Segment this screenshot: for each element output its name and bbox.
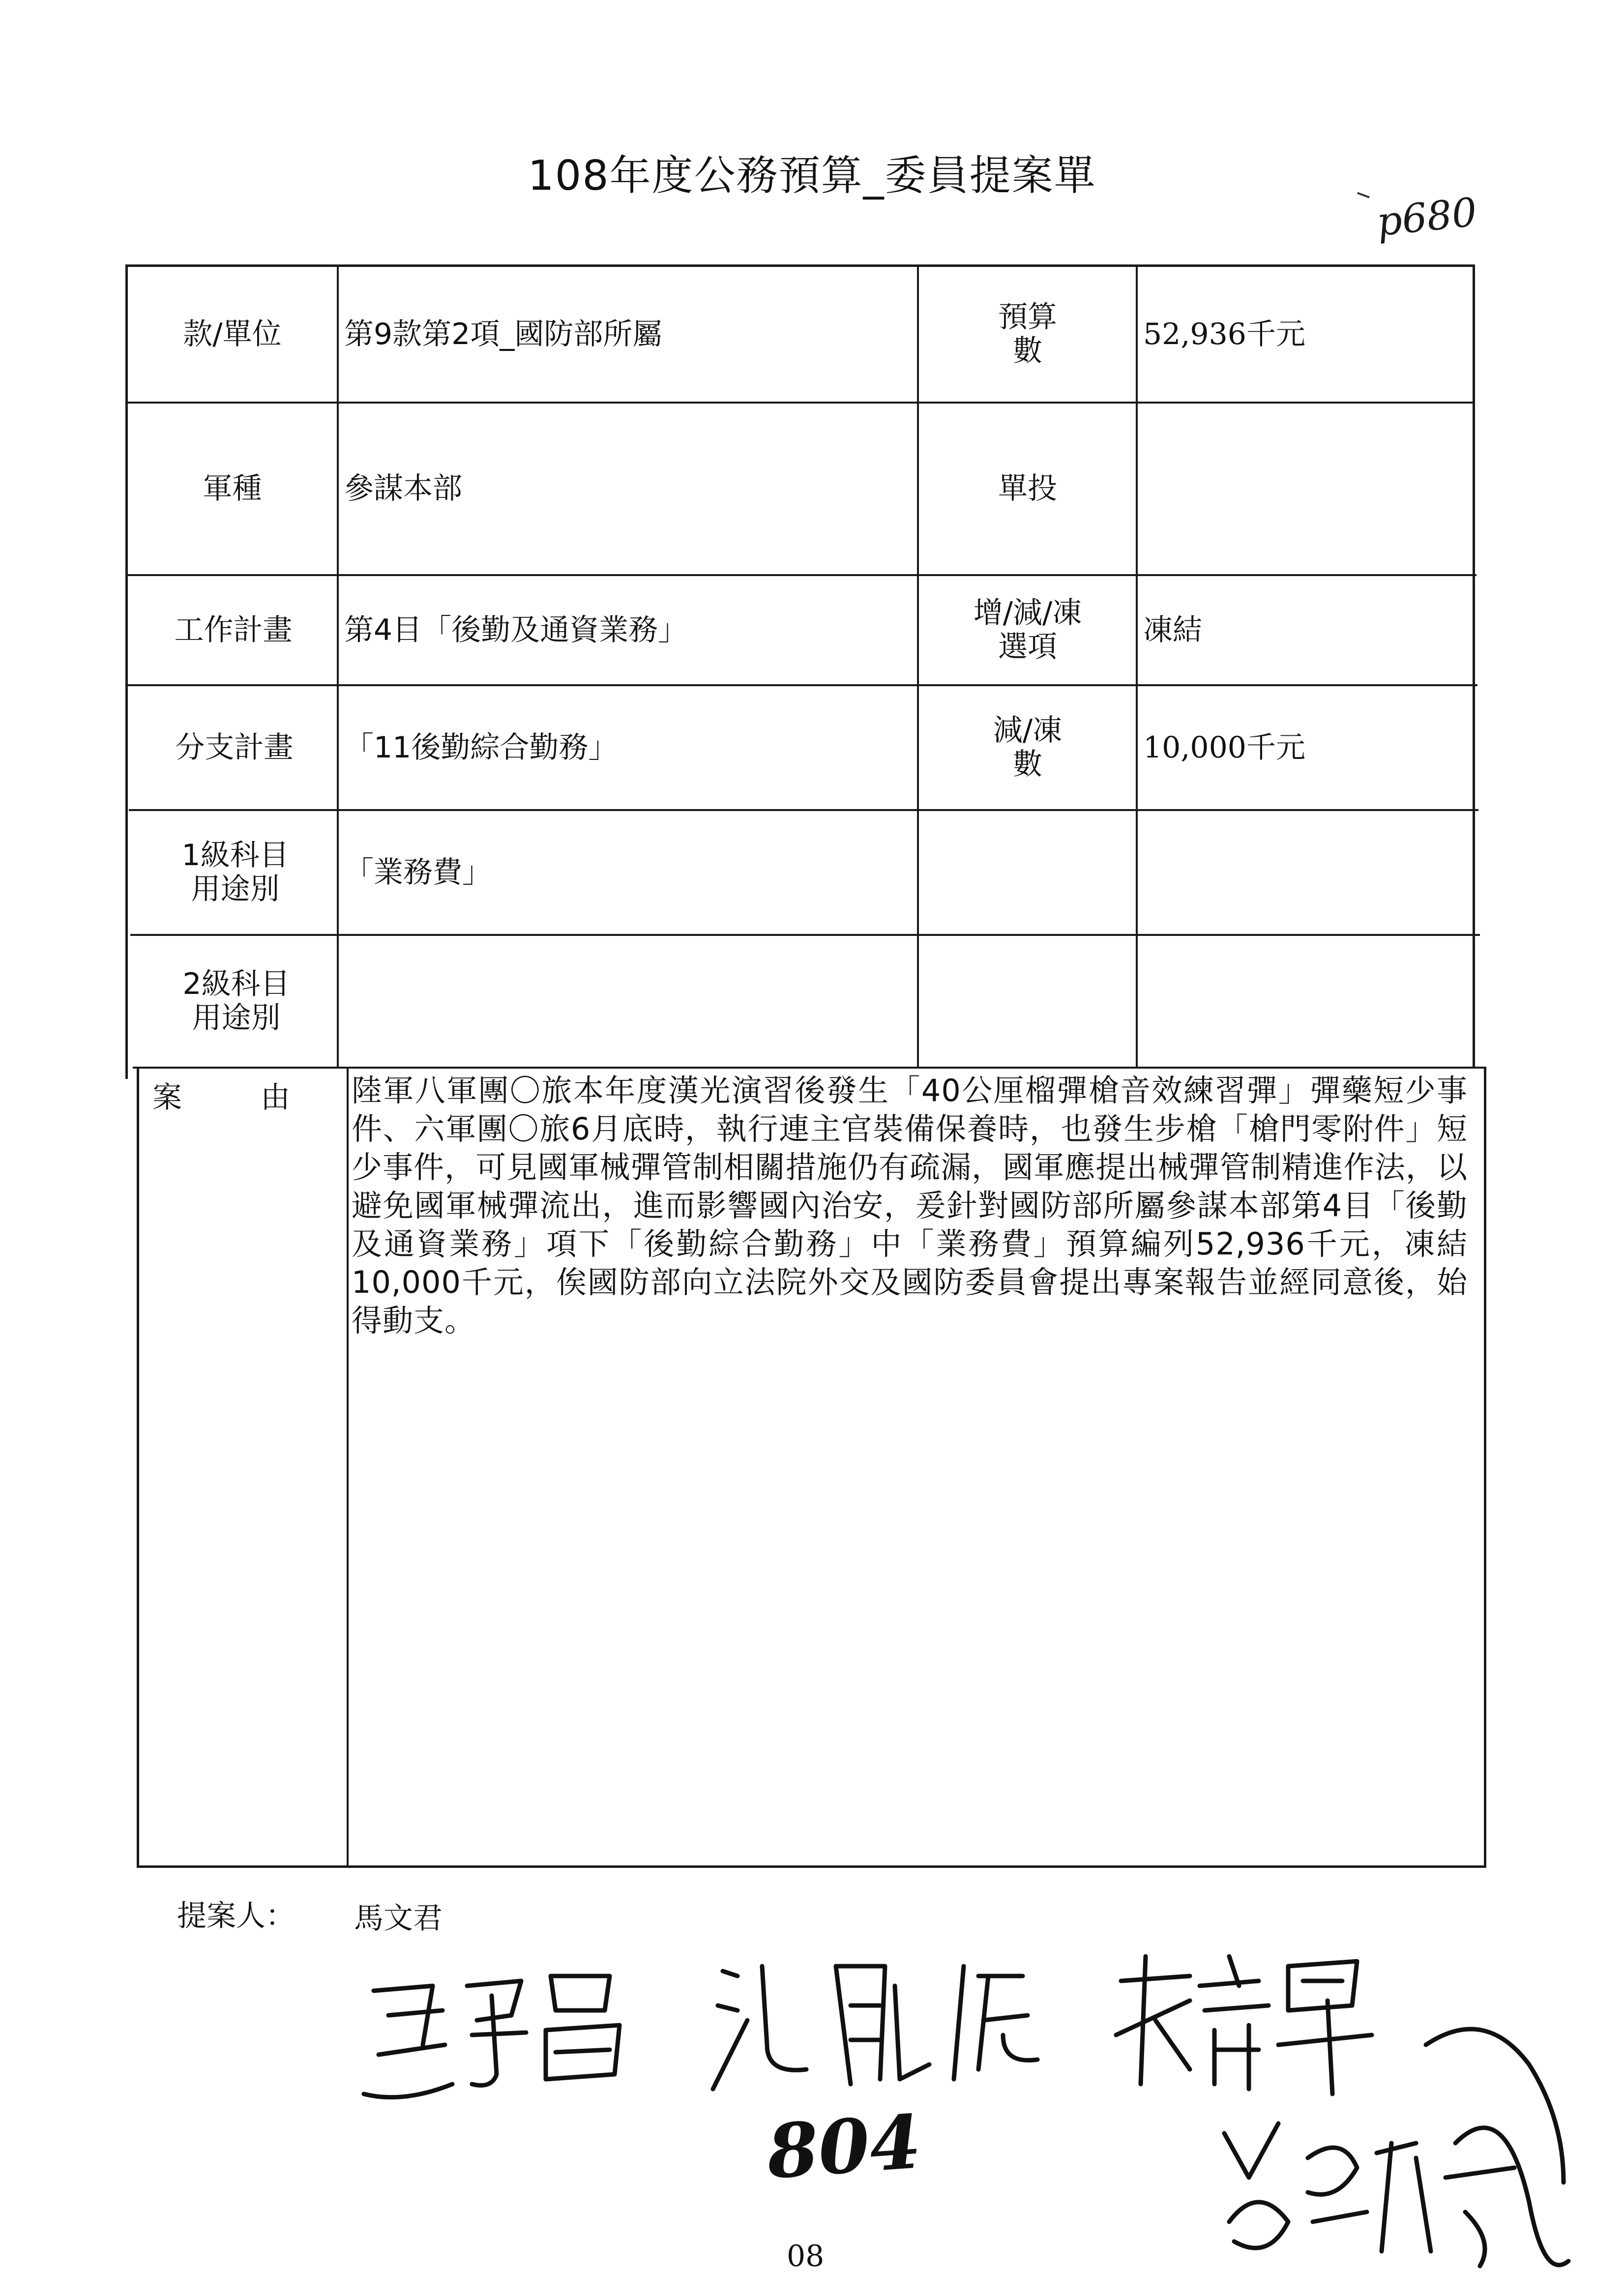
label-reason xyxy=(152,1074,290,1116)
row-line-6 xyxy=(133,1067,1485,1069)
value-option: 凍結 xyxy=(1143,612,1202,647)
label-row5-right xyxy=(919,811,1136,934)
reason-text: 陸軍八軍團〇旅本年度漢光演習後發生「40公厘榴彈槍音效練習彈」彈藥短少事件、六軍團〇旅6月底時，執行連主官裝備保養時，也發生步槍「槍門零附件」短少事件，可見國軍械彈管制相關措施仍有疏漏，國軍應提出械彈管制精進作法，以避免國軍械彈流出，進而影響國內治安，爰針對國防部所屬參謀本部第4目「後勤及通資業務」項下「後勤綜合勤務」中「業務費」預算編列52,936千元，凍結10,000千元，俟國防部向立法院外交及國防委員會提出專案報告並經同意後，始得動支。 xyxy=(352,1073,1468,1338)
value-level2-subject xyxy=(344,936,915,1067)
label-reason-a: 案 xyxy=(152,1080,182,1115)
value-freeze-amount: 10,000千元 xyxy=(1143,730,1305,765)
col-line-reason xyxy=(347,1067,349,1867)
table-border-bottom xyxy=(137,1865,1486,1868)
handwritten-stamp-number: 804 xyxy=(764,2098,924,2196)
handwritten-page-ref: p680 xyxy=(1374,189,1479,245)
proposer-name: 馬文君 xyxy=(354,1901,443,1936)
label-option: 增/減/凍 選項 xyxy=(973,596,1082,664)
col-line-right xyxy=(1136,264,1138,1067)
value-unit: 第9款第2項_國防部所屬 xyxy=(344,317,662,351)
label-branch-plan: 分支計畫 xyxy=(175,730,294,765)
value-budget: 52,936千元 xyxy=(1143,317,1305,351)
label-budget: 預算 數 xyxy=(998,300,1057,368)
value-work-plan: 第4目「後勤及通資業務」 xyxy=(344,612,688,647)
page-title: 108年度公務預算_委員提案單 xyxy=(528,151,1096,200)
label-unit: 款/單位 xyxy=(183,317,282,351)
value-service: 參謀本部 xyxy=(344,471,462,506)
table-border-left-lower xyxy=(137,1067,139,1868)
value-level1-subject: 「業務費」 xyxy=(344,855,492,890)
label-unit-invest: 單投 xyxy=(998,471,1057,506)
page-number: 08 xyxy=(787,2239,825,2273)
label-work-plan: 工作計畫 xyxy=(174,612,293,647)
signature-2 xyxy=(713,1966,1037,2089)
table-border-right xyxy=(1473,264,1475,1067)
table-border-right-lower xyxy=(1484,1067,1486,1868)
value-unit-invest xyxy=(1143,404,1468,574)
signature-1 xyxy=(364,1976,620,2097)
label-row6-right xyxy=(919,936,1136,1067)
col-line-mid xyxy=(917,264,919,1067)
label-service: 軍種 xyxy=(203,471,262,506)
label-freeze-amount: 減/凍 數 xyxy=(993,713,1063,782)
proposer-label: 提案人： xyxy=(177,1899,295,1933)
signature-4 xyxy=(1224,2029,1568,2266)
value-branch-plan: 「11後勤綜合勤務」 xyxy=(344,730,618,765)
value-row5-right xyxy=(1143,811,1468,934)
label-reason-b: 由 xyxy=(261,1080,290,1115)
signature-3 xyxy=(1116,1956,1372,2094)
value-row6-right xyxy=(1143,936,1468,1067)
label-level2-subject: 2級科目 用途別 xyxy=(182,967,290,1035)
label-level1-subject: 1級科目 用途別 xyxy=(181,838,289,906)
